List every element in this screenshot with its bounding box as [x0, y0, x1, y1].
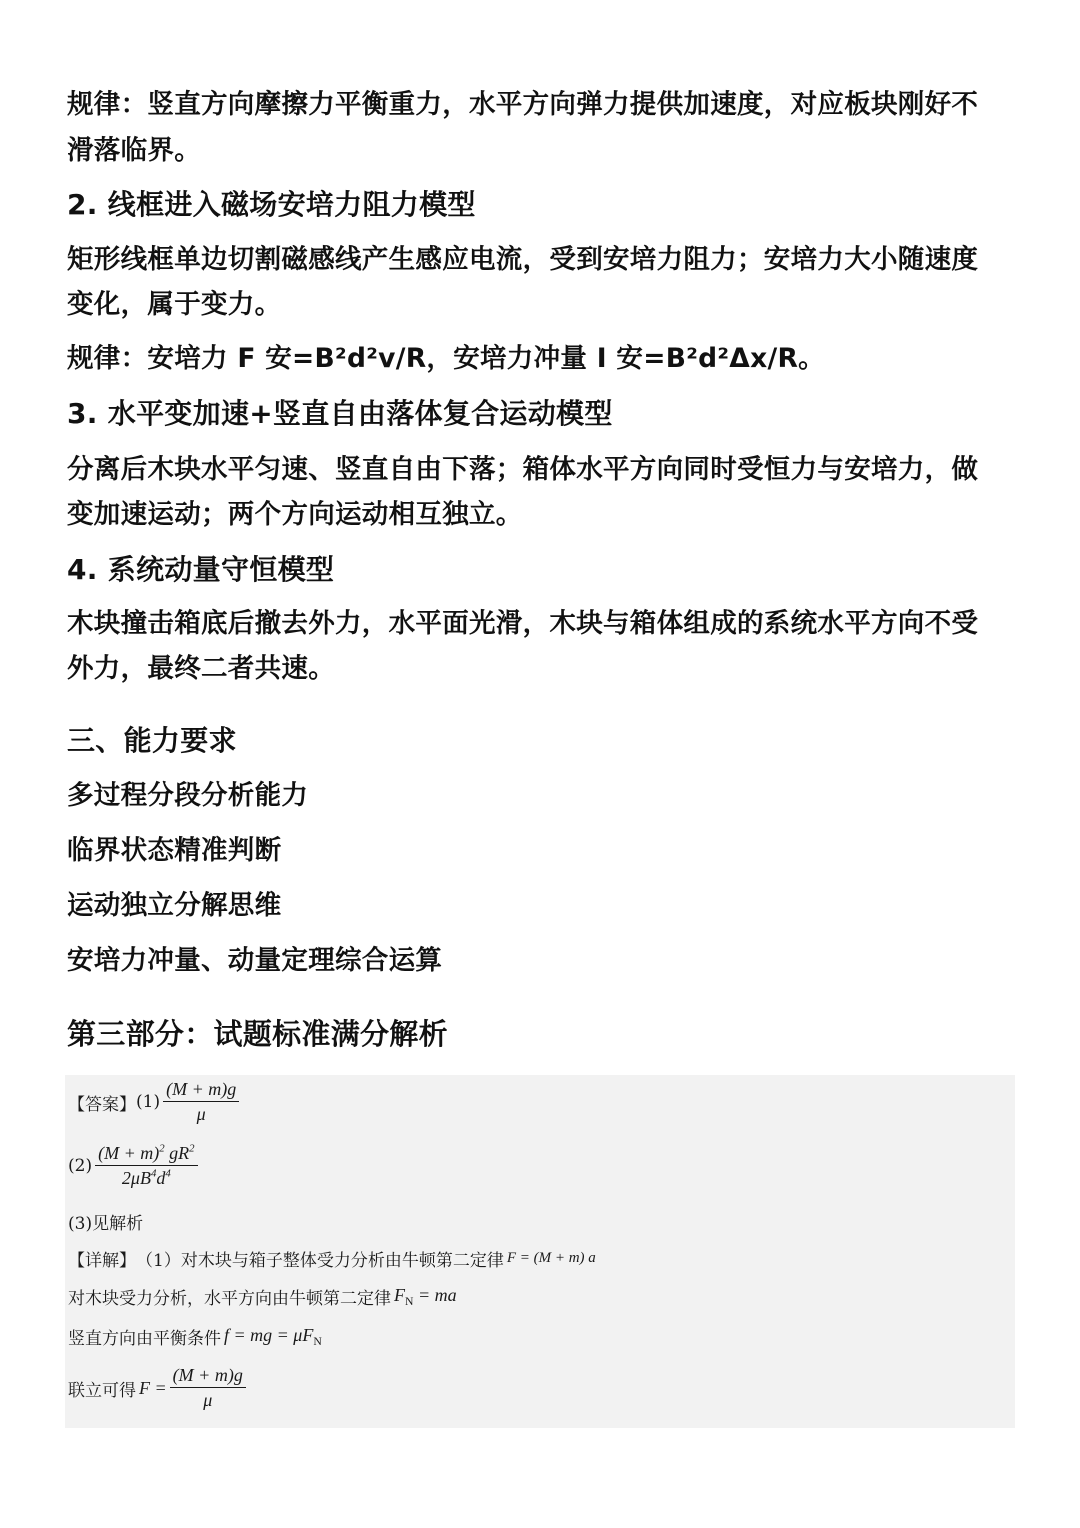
detail-line-2-text: 对木块受力分析，水平方向由牛顿第二定律: [68, 1289, 391, 1309]
ability-item-2: 临界状态精准判断: [67, 835, 282, 866]
ability-item-1: 多过程分段分析能力: [67, 780, 309, 811]
detail-line-4-text: 联立可得: [68, 1380, 136, 1401]
ability-item-3: 运动独立分解思维: [67, 890, 282, 921]
paragraph-3-line-1: 分离后木块水平匀速、竖直自由下落；箱体水平方向同时受恒力与安培力，做: [67, 454, 979, 485]
paragraph-3-line-2: 变加速运动；两个方向运动相互独立。: [67, 499, 523, 530]
rule-2: 规律：安培力 F 安=B²d²v/R，安培力冲量 I 安=B²d²Δx/R。: [67, 343, 825, 374]
detail-label: 【详解】: [68, 1251, 136, 1271]
detail-line-3-text: 竖直方向由平衡条件: [68, 1329, 221, 1349]
answer-line-1: [68, 1079, 239, 1125]
section-ability-heading: 三、能力要求: [67, 724, 237, 757]
answer-2-formula: $\frac{(M + m)^2 gR^2}{2\mu B^4d^4}$: [95, 1143, 197, 1189]
detail-line-1: [68, 1246, 596, 1271]
heading-model-4: 4. 系统动量守恒模型: [67, 553, 335, 586]
part-3-heading: 第三部分：试题标准满分解析: [67, 1017, 448, 1051]
paragraph-2-line-1: 矩形线框单边切割磁感线产生感应电流，受到安培力阻力；安培力大小随速度: [67, 244, 979, 275]
rule-1-line-2: 滑落临界。: [67, 135, 201, 166]
detail-line-3: [68, 1324, 322, 1349]
newton-second-law-formula: F = (M + m) a: [506, 1250, 596, 1266]
heading-model-2: 2. 线框进入磁场安培力阻力模型: [67, 188, 476, 221]
result-force-formula: $\frac{(M + m)g}{\mu}$: [170, 1365, 246, 1411]
result-force-lhs: F =: [139, 1377, 167, 1398]
answer-1-formula: $\frac{(M + m)g}{\mu}$: [163, 1079, 239, 1125]
paragraph-4-line-1: 木块撞击箱底后撤去外力，水平面光滑，木块与箱体组成的系统水平方向不受: [67, 608, 979, 639]
heading-model-3: 3. 水平变加速+竖直自由落体复合运动模型: [67, 397, 613, 430]
answer-item-1-label: (1): [136, 1092, 161, 1112]
answer-panel: [65, 1075, 1015, 1428]
rule-1-line-1: 规律：竖直方向摩擦力平衡重力，水平方向弹力提供加速度，对应板块刚好不: [67, 89, 979, 120]
normal-force-formula: $F_N$ = ma: [394, 1284, 457, 1309]
ability-item-4: 安培力冲量、动量定理综合运算: [67, 945, 443, 976]
detail-intro: （1）对木块与箱子整体受力分析由牛顿第二定律: [136, 1251, 504, 1271]
paragraph-2-line-2: 变化，属于变力。: [67, 289, 282, 320]
detail-line-4: [68, 1365, 246, 1411]
answer-line-2: [68, 1143, 198, 1189]
answer-item-2-label: (2): [68, 1156, 93, 1176]
answer-line-3: (3)见解析: [68, 1214, 144, 1234]
answer-label: 【答案】: [68, 1094, 136, 1115]
paragraph-4-line-2: 外力，最终二者共速。: [67, 653, 335, 684]
friction-formula: f = mg = $\mu F_N$: [224, 1324, 322, 1349]
detail-line-2: [68, 1284, 457, 1309]
